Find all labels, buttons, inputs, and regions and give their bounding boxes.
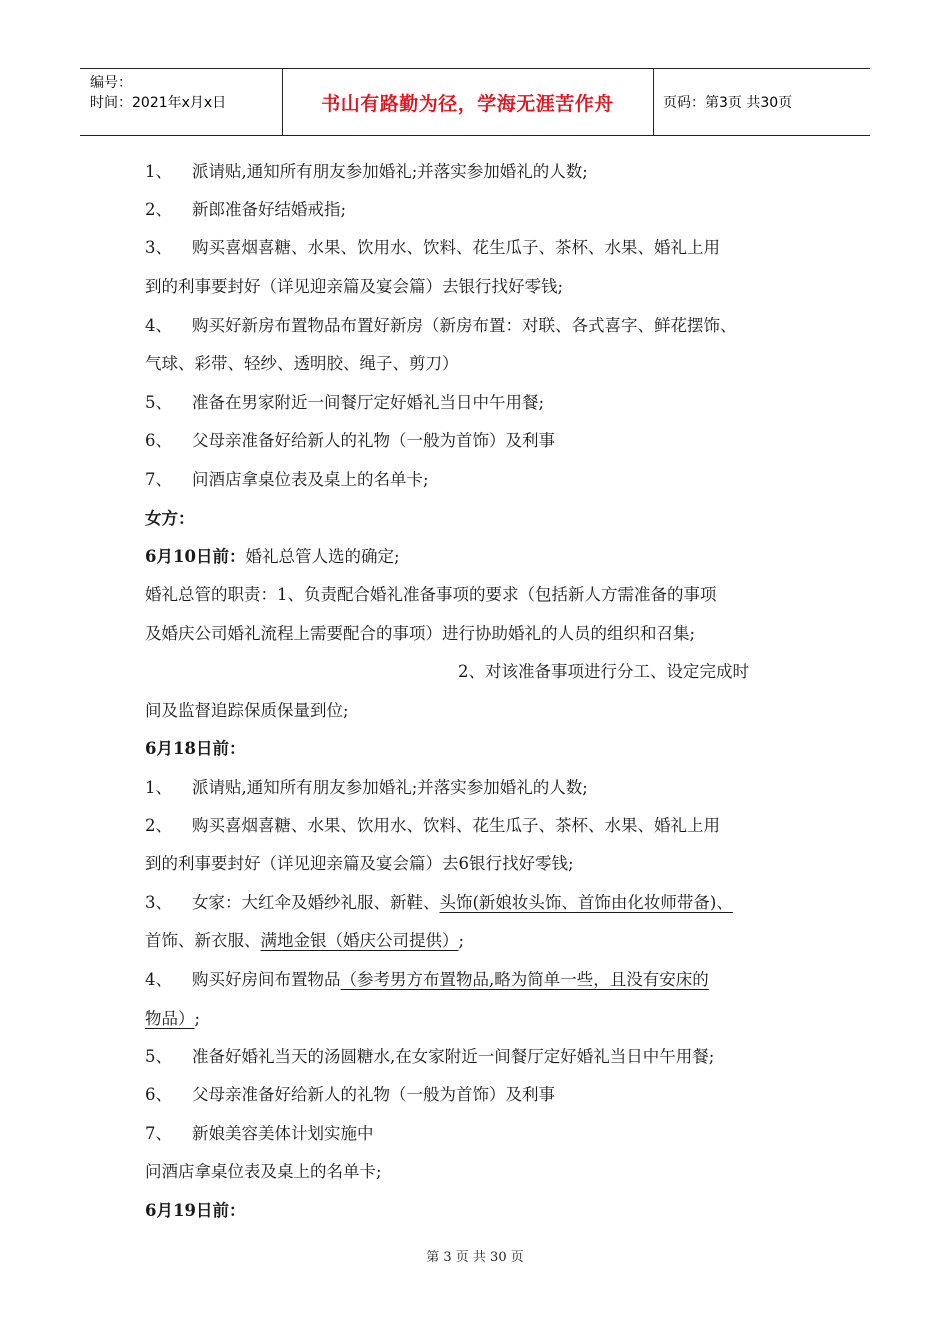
list-item-continuation — [145, 352, 459, 376]
list-text: 准备在男家附近一间餐厅定好婚礼当日中午用餐; — [192, 393, 545, 412]
list-text: 首饰、新衣服、 — [145, 931, 261, 950]
list-text: 问酒店拿桌位表及桌上的名单卡; — [192, 470, 429, 489]
list-text: 女家：大红伞及婚纱礼服、新鞋、 — [192, 893, 440, 912]
list-item — [145, 814, 720, 838]
list-item — [145, 314, 737, 338]
list-number: 1、 — [145, 162, 172, 181]
list-item — [145, 236, 720, 260]
list-item-continuation: 到的利事要封好（详见迎亲篇及宴会篇）去6银行找好零钱; — [145, 854, 574, 873]
header-meta — [90, 73, 226, 113]
list-text: 准备好婚礼当天的汤圆糖水,在女家附近一间餐厅定好婚礼当日中午用餐; — [192, 1047, 715, 1066]
list-item — [145, 776, 588, 800]
duties-line: 间及监督追踪保质保量到位; — [145, 701, 349, 720]
list-text: 购买好新房布置物品布置好新房（新房布置：对联、各式喜字、鲜花摆饰、 — [192, 316, 737, 335]
underlined-text: 物品） — [145, 1009, 195, 1028]
list-item-continuation — [145, 1007, 200, 1031]
list-text-line: 问酒店拿桌位表及桌上的名单卡; — [145, 1162, 382, 1181]
list-item-continuation — [145, 275, 563, 299]
list-item — [145, 198, 346, 222]
list-number: 6、 — [145, 431, 172, 450]
list-item — [145, 391, 544, 415]
june10-text: 婚礼总管人选的确定; — [245, 547, 400, 566]
page-header — [80, 68, 870, 136]
duties-line: 及婚庆公司婚礼流程上需要配合的事项）进行协助婚礼的人员的组织和召集; — [145, 624, 696, 643]
underlined-text: 头饰(新娘妆头饰、首饰由化妆师带备)、 — [439, 893, 733, 912]
list-item — [145, 468, 429, 492]
date-heading: 6月18日前： — [145, 739, 246, 758]
list-number: 2、 — [145, 200, 172, 219]
list-number: 2、 — [145, 816, 172, 835]
list-item — [145, 968, 709, 992]
list-number: 5、 — [145, 1047, 172, 1066]
list-item — [145, 1045, 714, 1069]
list-number: 3、 — [145, 893, 172, 912]
list-item — [145, 1122, 374, 1146]
list-number: 1、 — [145, 778, 172, 797]
list-text: 父母亲准备好给新人的礼物（一般为首饰）及利事 — [192, 1085, 555, 1104]
header-page-number: 页码：第3页 共30页 — [663, 95, 793, 111]
list-item-continuation — [145, 929, 464, 953]
list-text: 派请贴,通知所有朋友参加婚礼;并落实参加婚礼的人数; — [192, 162, 588, 181]
underlined-text: （参考男方布置物品,略为简单一些，且没有安床的 — [340, 970, 709, 989]
june10-line — [145, 545, 400, 569]
duties-line: 2、对该准备事项进行分工、设定完成时 — [458, 662, 749, 681]
header-motto: 书山有路勤为径，学海无涯苦作舟 — [321, 92, 614, 115]
date-heading: 6月10日前： — [145, 547, 246, 566]
list-item — [145, 1083, 555, 1107]
list-item — [145, 891, 733, 915]
list-item — [145, 160, 588, 184]
list-text: 到的利事要封好（详见迎亲篇及宴会篇）去银行找好零钱; — [145, 277, 564, 296]
underlined-text: 满地金银（婚庆公司提供） — [260, 931, 459, 950]
list-text: 购买喜烟喜糖、水果、饮用水、饮料、花生瓜子、茶杯、水果、婚礼上用 — [192, 238, 720, 257]
list-number: 4、 — [145, 970, 172, 989]
list-number: 3、 — [145, 238, 172, 257]
list-text: ; — [458, 931, 465, 950]
list-text: ; — [194, 1009, 201, 1028]
list-text: 新娘美容美体计划实施中 — [192, 1124, 374, 1143]
duties-line: 婚礼总管的职责：1、负责配合婚礼准备事项的要求（包括新人方需准备的事项 — [145, 585, 717, 604]
list-number: 6、 — [145, 1085, 172, 1104]
list-text: 气球、彩带、轻纱、透明胶、绳子、剪刀） — [145, 354, 459, 373]
list-number: 7、 — [145, 470, 172, 489]
list-text: 派请贴,通知所有朋友参加婚礼;并落实参加婚礼的人数; — [192, 778, 588, 797]
list-number: 4、 — [145, 316, 172, 335]
list-text: 购买好房间布置物品 — [192, 970, 341, 989]
date-heading: 6月19日前： — [145, 1201, 246, 1220]
list-text: 购买喜烟喜糖、水果、饮用水、饮料、花生瓜子、茶杯、水果、婚礼上用 — [192, 816, 720, 835]
doc-time-label: 时间：2021年x月x日 — [90, 95, 227, 111]
list-number: 5、 — [145, 393, 172, 412]
list-text: 新郎准备好结婚戒指; — [192, 200, 347, 219]
page-footer: 第 3 页 共 30 页 — [426, 1250, 524, 1265]
list-number: 7、 — [145, 1124, 172, 1143]
header-divider — [653, 69, 654, 135]
list-item — [145, 429, 555, 453]
list-text: 父母亲准备好给新人的礼物（一般为首饰）及利事 — [192, 431, 555, 450]
doc-number-label: 编号： — [90, 75, 132, 91]
section-heading-bride: 女方： — [145, 509, 195, 528]
